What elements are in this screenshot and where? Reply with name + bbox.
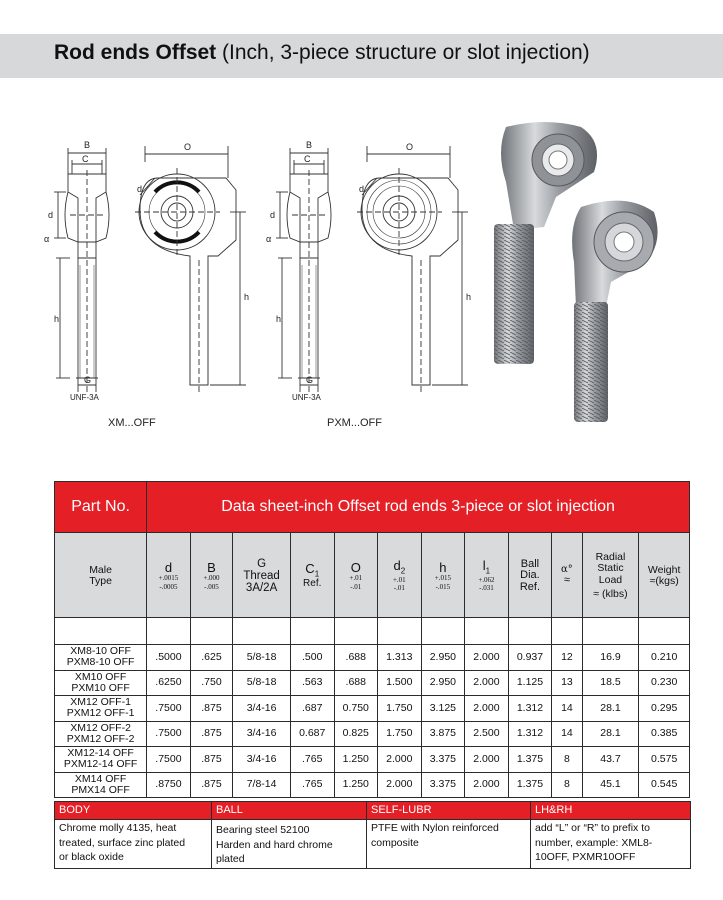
table-cell: 43.7	[582, 747, 639, 773]
table-cell: 1.750	[378, 696, 422, 722]
page-title: Rod ends Offset (Inch, 3-piece structure or slot injection)	[54, 41, 590, 64]
table-cell: 0.545	[639, 772, 690, 798]
table-cell: 1.312	[508, 721, 552, 747]
table-cell: 1.750	[378, 721, 422, 747]
table-cell: 2.000	[465, 645, 509, 671]
table-cell: 3/4-16	[233, 721, 291, 747]
table-cell: .500	[290, 645, 334, 671]
svg-text:UNF-3A: UNF-3A	[292, 393, 321, 402]
table-cell: 3.375	[421, 772, 465, 798]
col-b: B +.000 -.005	[190, 533, 233, 618]
part-number-cell: XM12 OFF-2 PXM12 OFF-2	[55, 721, 147, 747]
table-cell: 5/8-18	[233, 670, 291, 696]
table-cell: .8750	[147, 772, 191, 798]
col-d2: $d_2$ +.01 -.01	[378, 533, 422, 618]
svg-text:UNF-3A: UNF-3A	[70, 393, 99, 402]
table-cell: 1.312	[508, 696, 552, 722]
svg-text:G: G	[84, 375, 92, 385]
table-cell: 0.295	[639, 696, 690, 722]
table-cell: 0.937	[508, 645, 552, 671]
materials-table	[54, 801, 691, 869]
col-radial-load: Radial Static Load ≈ (klbs)	[582, 533, 639, 618]
xm-off-caption: XM...OFF	[108, 417, 156, 429]
part-no-header: Part No.	[55, 482, 147, 533]
svg-text:O: O	[184, 142, 192, 152]
part-number-cell: XM12 OFF-1 PXM12 OFF-1	[55, 696, 147, 722]
table-cell: .875	[190, 721, 233, 747]
svg-text:h: h	[276, 314, 282, 324]
spacer-row	[55, 618, 690, 645]
svg-text:O: O	[406, 142, 414, 152]
male-type-header: Male Type	[55, 533, 147, 618]
table-cell: .5000	[147, 645, 191, 671]
table-cell: 1.375	[508, 747, 552, 773]
table-cell: 2.000	[378, 747, 422, 773]
table-cell: 3/4-16	[233, 696, 291, 722]
col-h: h +.015 -.015	[421, 533, 465, 618]
svg-text:d: d	[359, 184, 365, 194]
table-cell: .765	[290, 747, 334, 773]
table-cell: 13	[552, 670, 582, 696]
table-cell: 45.1	[582, 772, 639, 798]
svg-text:B: B	[84, 140, 91, 150]
part-number-cell: XM12-14 OFF PXM12-14 OFF	[55, 747, 147, 773]
table-row	[55, 747, 690, 773]
part-number-cell: XM8-10 OFF PXM8-10 OFF	[55, 645, 147, 671]
table-cell: .563	[290, 670, 334, 696]
material-header-body: BODY	[55, 802, 212, 820]
table-row	[55, 721, 690, 747]
material-self-lubr-text: PTFE with Nylon reinforced composite	[367, 820, 531, 869]
col-c1: $C_1$ Ref.	[290, 533, 334, 618]
col-g-thread: G Thread 3A/2A	[233, 533, 291, 618]
table-cell: .7500	[147, 696, 191, 722]
table-cell: .687	[290, 696, 334, 722]
table-cell: 14	[552, 696, 582, 722]
table-row	[55, 696, 690, 722]
rod-end-photo	[486, 112, 666, 432]
table-cell: 28.1	[582, 696, 639, 722]
xm-off-drawing	[40, 130, 260, 410]
table-cell: .765	[290, 772, 334, 798]
svg-text:C: C	[82, 154, 89, 164]
table-cell: .688	[334, 670, 378, 696]
table-cell: 3/4-16	[233, 747, 291, 773]
svg-text:α: α	[266, 234, 272, 244]
part-number-cell: XM10 OFF PXM10 OFF	[55, 670, 147, 696]
svg-text:C: C	[304, 154, 311, 164]
table-cell: 0.210	[639, 645, 690, 671]
svg-text:B: B	[306, 140, 313, 150]
table-cell: 0.687	[290, 721, 334, 747]
col-ball-dia: Ball Dia. Ref.	[508, 533, 552, 618]
table-cell: .7500	[147, 721, 191, 747]
svg-text:α: α	[44, 234, 50, 244]
table-cell: 3.125	[421, 696, 465, 722]
material-ball-text: Bearing steel 52100 Harden and hard chrome plated	[212, 820, 367, 869]
material-header-lhrh: LH&RH	[531, 802, 691, 820]
table-cell: 2.000	[465, 670, 509, 696]
table-cell: 8	[552, 772, 582, 798]
table-cell: 0.825	[334, 721, 378, 747]
material-header-self-lubr: SELF-LUBR	[367, 802, 531, 820]
table-cell: 0.575	[639, 747, 690, 773]
table-cell: 1.313	[378, 645, 422, 671]
table-row	[55, 772, 690, 798]
table-cell: 1.375	[508, 772, 552, 798]
table-cell: .875	[190, 747, 233, 773]
table-cell: .688	[334, 645, 378, 671]
rod-end-small	[572, 201, 657, 422]
table-cell: 0.750	[334, 696, 378, 722]
material-body-text: Chrome molly 4135, heat treated, surface zinc plated or black oxide	[55, 820, 212, 869]
table-cell: 1.125	[508, 670, 552, 696]
svg-text:d: d	[270, 210, 276, 220]
table-cell: 14	[552, 721, 582, 747]
table-cell: 0.230	[639, 670, 690, 696]
svg-text:d: d	[48, 210, 54, 220]
table-cell: 2.000	[465, 747, 509, 773]
table-cell: 2.950	[421, 670, 465, 696]
table-cell: 2.000	[465, 772, 509, 798]
table-cell: .750	[190, 670, 233, 696]
table-cell: .7500	[147, 747, 191, 773]
table-cell: 18.5	[582, 670, 639, 696]
table-cell: .875	[190, 696, 233, 722]
table-cell: 2.000	[465, 696, 509, 722]
table-cell: .625	[190, 645, 233, 671]
part-number-cell: XM14 OFF PMX14 OFF	[55, 772, 147, 798]
table-cell: .875	[190, 772, 233, 798]
table-row	[55, 645, 690, 671]
col-l1: $l_1$ +.062 -.031	[465, 533, 509, 618]
svg-text:h: h	[466, 292, 472, 302]
material-header-ball: BALL	[212, 802, 367, 820]
table-cell: 28.1	[582, 721, 639, 747]
col-alpha: α° ≈	[552, 533, 582, 618]
table-cell: 1.250	[334, 772, 378, 798]
spec-table	[54, 481, 690, 798]
svg-text:h: h	[244, 292, 250, 302]
table-cell: 8	[552, 747, 582, 773]
table-cell: 2.000	[378, 772, 422, 798]
table-cell: 2.500	[465, 721, 509, 747]
table-cell: 1.250	[334, 747, 378, 773]
table-cell: 2.950	[421, 645, 465, 671]
table-cell: 0.385	[639, 721, 690, 747]
pxm-off-drawing	[262, 130, 482, 410]
table-cell: 1.500	[378, 670, 422, 696]
svg-text:G: G	[306, 375, 314, 385]
col-o: O +.01 -.01	[334, 533, 378, 618]
pxm-off-caption: PXM...OFF	[327, 417, 382, 429]
col-weight: Weight ≈(kgs)	[639, 533, 690, 618]
table-cell: 5/8-18	[233, 645, 291, 671]
svg-text:h: h	[54, 314, 60, 324]
material-lhrh-text: add “L” or “R” to prefix to number, example: XML8- 10OFF, PXMR10OFF	[531, 820, 691, 869]
col-d: d +.0015 -.0005	[147, 533, 191, 618]
table-title: Data sheet-inch Offset rod ends 3-piece or slot injection	[147, 482, 690, 533]
svg-text:d: d	[137, 184, 143, 194]
table-cell: 16.9	[582, 645, 639, 671]
table-cell: 7/8-14	[233, 772, 291, 798]
table-cell: .6250	[147, 670, 191, 696]
table-row	[55, 670, 690, 696]
table-cell: 12	[552, 645, 582, 671]
table-cell: 3.875	[421, 721, 465, 747]
table-cell: 3.375	[421, 747, 465, 773]
